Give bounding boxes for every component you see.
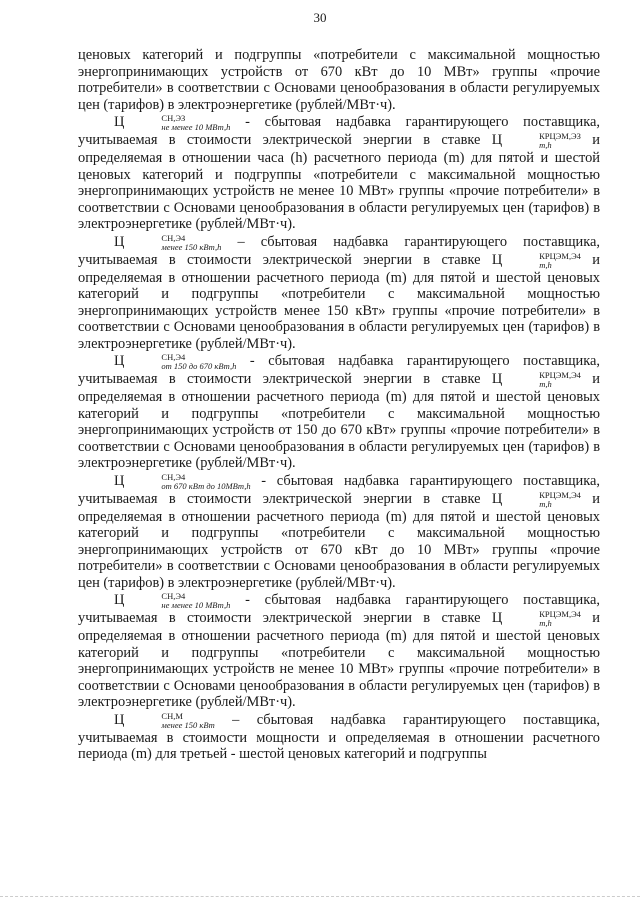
rate-subscript: m,h [539, 140, 552, 150]
symbol: Ц [114, 353, 125, 369]
symbol-superscript: СН,Э4 [161, 471, 186, 482]
rate-symbol: Ц [491, 610, 503, 626]
symbol: Ц [114, 114, 125, 130]
document-body [78, 47, 600, 763]
definition-paragraph-2 [78, 234, 600, 353]
symbol-superscript: СН,Э4 [161, 591, 186, 601]
rate-subscript: m,h [539, 498, 552, 509]
symbol-subscript: менее 150 кВт [161, 719, 215, 730]
symbol: Ц [114, 592, 125, 608]
symbol-subscript: не менее 10 МВт,h [161, 122, 231, 132]
rate-superscript: КРЦЭМ,Э4 [539, 609, 581, 619]
definition-tail: и определяемая в отношении расчетного периода (m) для пятой и шестой ценовых категорий и подгруппы «потребители с максимальной мощностью энергопринимающих устройств от 670 кВт до 10 МВт» группы «прочие потребители» в соответствии с Основами ценообразования в области регулируемых цен (тарифов) в электроэнергетике (рублей/МВт·ч). [78, 490, 600, 591]
rate-superscript: КРЦЭМ,Э4 [539, 370, 581, 380]
scan-edge-line [0, 896, 640, 897]
definition-lead: - сбытовая надбавка гарантирующего поставщика, учитываемая в стоимости электрической энергии в ставке [78, 592, 600, 626]
definition-paragraph-6 [78, 712, 600, 763]
symbol-superscript: СН,Э4 [161, 232, 186, 243]
symbol-subscript: не менее 10 МВт,h [161, 600, 231, 610]
rate-symbol: Ц [491, 371, 503, 387]
definition-tail: и определяемая в отношении расчетного периода (m) для пятой и шестой ценовых категорий и подгруппы «потребители с максимальной мощностью энергопринимающих устройств не менее 10 МВт» группы «прочие потребители» в соответствии с Основами ценообразования в области регулируемых цен (тарифов) в электроэнергетике (рублей/МВт·ч). [78, 610, 600, 710]
definition-tail: и определяемая в отношении расчетного периода (m) для пятой и шестой ценовых категорий и подгруппы «потребители с максимальной мощностью энергопринимающих устройств менее 150 кВт» группы «прочие потребители» в соответствии с Основами ценообразования в области регулируемых цен (тарифов) в электроэнергетике (рублей/МВт·ч). [78, 251, 600, 352]
definition-lead: - сбытовая надбавка гарантирующего поставщика, учитываемая в стоимости электрической энергии в ставке [78, 114, 600, 148]
page-number: 30 [313, 10, 327, 25]
rate-superscript: КРЦЭМ,ЭЗ [539, 131, 581, 141]
definition-paragraph-5 [78, 592, 600, 711]
definition-tail: и определяемая в отношении расчетного периода (m) для пятой и шестой ценовых категорий и подгруппы «потребители с максимальной мощностью энергопринимающих устройств от 150 до 670 кВт» группы «прочие потребители» в соответствии с Основами ценообразования в области регулируемых цен (тарифов) в электроэнергетике (рублей/МВт·ч). [78, 371, 600, 471]
rate-subscript: m,h [539, 259, 552, 270]
symbol-subscript: от 670 кВт до 10МВт,h [161, 480, 251, 491]
definition-lead: - сбытовая надбавка гарантирующего поставщика, учитываемая в стоимости электрической энергии в ставке [78, 353, 600, 387]
symbol-superscript: СН,Э4 [161, 352, 186, 362]
symbol: Ц [114, 711, 125, 728]
symbol-subscript: от 150 до 670 кВт,h [161, 361, 237, 371]
definition-lead: – сбытовая надбавка гарантирующего поставщика, учитываемая в стоимости мощности и определяемая в отношении расчетного периода (m) для третьей - шестой ценовых категорий и подгруппы [78, 711, 600, 762]
definition-lead: - сбытовая надбавка гарантирующего поставщика, учитываемая в стоимости электрической энергии в ставке [78, 472, 600, 507]
definition-paragraph-1 [78, 114, 600, 233]
definition-paragraph-3 [78, 353, 600, 472]
symbol-subscript: менее 150 кВт,h [161, 241, 222, 252]
rate-subscript: m,h [539, 618, 552, 628]
rate-symbol: Ц [491, 251, 503, 268]
rate-superscript: КРЦЭМ,Э4 [539, 489, 581, 500]
definition-paragraph-4 [78, 473, 600, 592]
symbol-superscript: СН,М [161, 710, 183, 721]
symbol: Ц [114, 233, 125, 250]
symbol-superscript: СН,ЭЗ [161, 113, 186, 123]
paragraph-continuation: ценовых категорий и подгруппы «потребители с максимальной мощностью энергопринимающих устройств от 670 кВт до 10 МВт» группы «прочие потребители» в соответствии с Основами ценообразования в области регулируемых цен (тарифов) в электроэнергетике (рублей/МВт·ч). [78, 47, 600, 113]
symbol: Ц [114, 472, 125, 489]
rate-symbol: Ц [491, 132, 503, 148]
rate-subscript: m,h [539, 379, 552, 389]
definition-lead: – сбытовая надбавка гарантирующего поставщика, учитываемая в стоимости электрической энергии в ставке [78, 233, 600, 268]
rate-superscript: КРЦЭМ,Э4 [539, 250, 581, 261]
rate-symbol: Ц [491, 490, 503, 507]
definition-tail: и определяемая в отношении часа (h) расчетного периода (m) для пятой и шестой ценовых категорий и подгруппы «потребители с максимальной мощностью энергопринимающих устройств не менее 10 МВт» группы «прочие потребители» в соответствии с Основами ценообразования в области регулируемых цен (тарифов) в электроэнергетике (рублей/МВт·ч). [78, 132, 600, 232]
